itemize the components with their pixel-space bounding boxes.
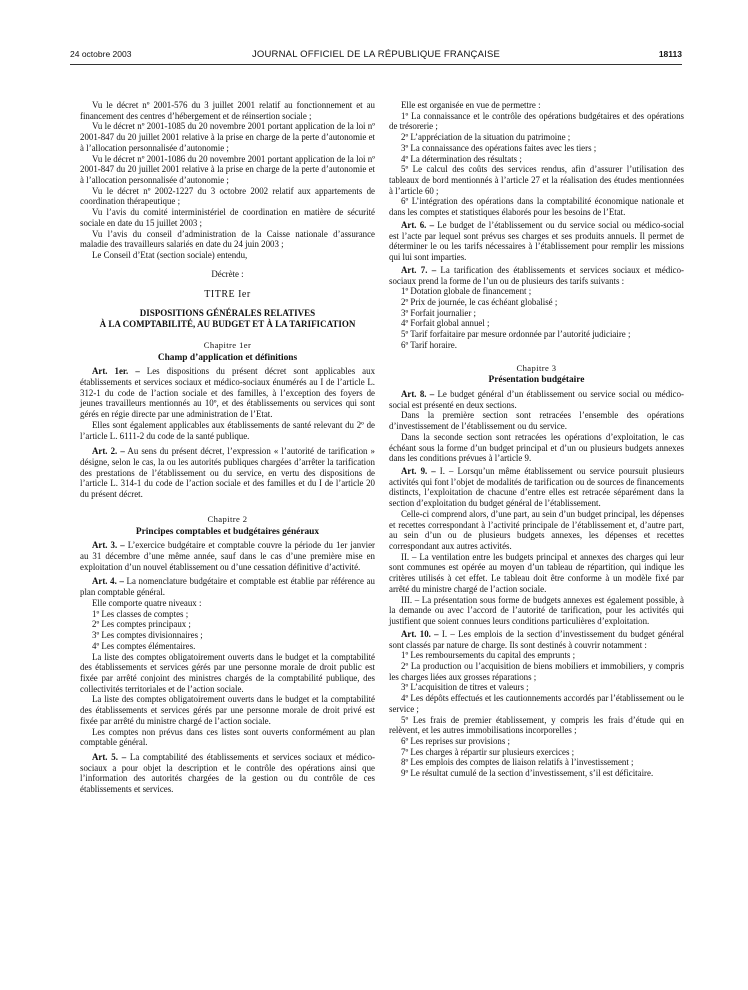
article-paragraph — [389, 265, 684, 286]
list-item: 1º Les classes de comptes ; — [92, 608, 189, 619]
list-item: 4º Les comptes élémentaires. — [92, 640, 196, 651]
header-date: 24 octobre 2003 — [70, 49, 132, 59]
chapter-title: Présentation budgétaire — [488, 375, 585, 386]
list-item: 1º La connaissance et le contrôle des opérations budgétaires et des opérations de trésorerie ; — [389, 110, 684, 132]
list-item: 9º Le résultat cumulé de la section d’investissement, s’il est déficitaire. — [401, 768, 654, 779]
chapter-label: Chapitre 1er — [203, 339, 252, 350]
article-text: La comptabilité des établissements et services sociaux et médico-sociaux a pour objet la description et le contrôle des opérations ainsi que l’information des autorités chargées de la gestion ou du contrôle de ces établissements et services. — [80, 751, 375, 795]
list-item: 4º Les dépôts effectués et les cautionnements accordés par l’établissement ou le service ; — [389, 693, 684, 714]
article-label: Art. 5. – — [92, 751, 127, 762]
article-text: I. – Les emplois de la section d’investissement du budget général sont classés par nature de charge. Ils sont destinés à couvrir notamment : — [389, 628, 684, 650]
article-label: Art. 7. – — [401, 264, 437, 275]
article-paragraph: Dans la première section sont retracées l’ensemble des opérations d’investissement de l’établissement ou du service. — [389, 410, 684, 432]
chapter-title: Principes comptables et budgétaires généraux — [135, 526, 320, 537]
titre-heading — [80, 308, 375, 330]
article-text: I. – Lorsqu’un même établissement ou service poursuit plusieurs activités qui font l’objet de modalités de tarification ou de sources de financements distincts, l’exploitation de chacune d’entre elles est retracée séparément dans la section d’exploitation du budget général de l’établissement. — [389, 466, 685, 509]
visa-paragraph: Vu le décret nº 2001-1086 du 20 novembre 2001 portant application de la loi nº 2001-847 du 20 juillet 2001 relative à la prise en charge de la perte d’autonomie et à l’allocation personnalisée d’autonomie ; — [80, 153, 375, 186]
visa-paragraph: Vu le décret nº 2002-1227 du 3 octobre 2002 relatif aux appartements de coordination thérapeutique ; — [80, 185, 375, 207]
titre-heading-line: À LA COMPTABILITÉ, AU BUDGET ET À LA TARIFICATION — [99, 319, 356, 330]
list-item: 6º Tarif horaire. — [401, 339, 457, 350]
visa-paragraph: Le Conseil d’Etat (section sociale) entendu, — [92, 250, 248, 261]
right-column — [389, 100, 684, 779]
article-paragraph — [389, 629, 684, 650]
list-item: 6º L’intégration des opérations dans la comptabilité économique nationale et dans les comptes et statistiques élaborés pour les besoins de l’Etat. — [389, 196, 684, 218]
list-item: 2º La production ou l’acquisition de biens mobiliers et immobiliers, y compris les charges liées aux grosses réparations ; — [389, 660, 684, 682]
page-number: 18113 — [658, 49, 682, 59]
article-label: Art. 6. – — [401, 219, 435, 230]
article-text: Les dispositions du présent décret sont applicables aux établissements et services sociaux et médico-sociaux énumérés au I de l’article L. 312-1 du code de l’action sociale et des familles, à l’exception des foyers de jeunes travailleurs mentionnés au 10º, et des établissements ou services qui sont gérés en régie directe par une administration de l’Etat. — [80, 366, 376, 420]
list-item: 8º Les emplois des comptes de liaison relatifs à l’investissement ; — [401, 757, 634, 768]
article-paragraph — [80, 576, 375, 597]
visa-paragraph: Vu l’avis du comité interministériel de coordination en matière de sécurité sociale en date du 15 juillet 2003 ; — [80, 207, 375, 228]
list-item: 4º Forfait global annuel ; — [401, 318, 490, 329]
article-paragraph — [389, 220, 684, 263]
article-paragraph: Elles sont également applicables aux établissements de santé relevant du 2º de l’article L. 6111-2 du code de la santé publique. — [80, 419, 375, 441]
article-text: La tarification des établissements et services sociaux et médico-sociaux prend la forme de l’un ou de plusieurs des tarifs suivants : — [389, 264, 684, 286]
article-label: Art. 4. – — [92, 576, 124, 587]
chapter-label: Chapitre 2 — [207, 513, 248, 524]
list-item: 7º Les charges à répartir sur plusieurs exercices ; — [401, 746, 575, 757]
list-item: 2º Prix de journée, le cas échéant globalisé ; — [401, 296, 558, 307]
article-text: La nomenclature budgétaire et comptable est établie par référence au plan comptable général. — [80, 576, 375, 598]
list-item: 2º L’appréciation de la situation du patrimoine ; — [401, 132, 571, 143]
visa-paragraph: Vu le décret nº 2001-576 du 3 juillet 2001 relatif au fonctionnement et au financement des centres d’hébergement et de réinsertion sociale ; — [80, 100, 375, 121]
journal-title: JOURNAL OFFICIEL DE LA RÉPUBLIQUE FRANÇAISE — [251, 49, 501, 60]
article-text: L’exercice budgétaire et comptable couvre la période du 1er janvier au 31 décembre d’une même année, sauf dans le cas d’une première mise en exploitation d’un nouvel établissement ou d’une cessation définitive d’activité. — [80, 540, 375, 572]
list-item: 4º La détermination des résultats ; — [401, 153, 522, 164]
article-paragraph: La liste des comptes obligatoirement ouverts dans le budget et la comptabilité des établissements et services gérés par une personne morale de droit privé est fixée par arrêté du ministre chargé de l’action sociale. — [80, 694, 375, 726]
visa-paragraph: Vu l’avis du conseil d’administration de la Caisse nationale d’assurance maladie des travailleurs salariés en date du 24 juin 2003 ; — [80, 228, 375, 250]
list-item: 3º La connaissance des opérations faites avec les tiers ; — [401, 142, 597, 153]
article-label: Art. 2. – — [92, 446, 125, 457]
list-item: 5º Tarif forfaitaire par mesure ordonnée par l’autorité judiciaire ; — [401, 329, 631, 340]
article-paragraph — [80, 446, 375, 500]
article-paragraph: Les comptes non prévus dans ces listes sont ouverts conformément au plan comptable général. — [80, 726, 375, 748]
article-label: Art. 8. – — [401, 388, 435, 399]
article-paragraph: Celle-ci comprend alors, d’une part, au sein d’un budget principal, les dépenses et recettes correspondant à l’activité principale de l’établissement et, d’autre part, au sein d’un ou de plusieurs budgets annexes, les dépenses et recettes correspondant aux autres activités. — [389, 508, 684, 552]
titre-heading-line: DISPOSITIONS GÉNÉRALES RELATIVES — [139, 308, 316, 319]
article-paragraph — [389, 389, 684, 410]
article-text: Au sens du présent décret, l’expression « l’autorité de tarification » désigne, selon le cas, la ou les autorités publiques chargées d’arrêter la tarification des prestations de l’établissement ou du service, en vertu des dispositions de l’article L. 314-1 du code de l’action sociale et des familles et du I de l’article 20 du présent décret. — [80, 446, 375, 500]
article-paragraph: La liste des comptes obligatoirement ouverts dans le budget et la comptabilité des établissements et services gérés par une personne morale de droit public est fixée par arrêté conjoint des ministres chargés de la comptabilité publique, des collectivités territoriales et de l’action sociale. — [80, 651, 375, 694]
titre-label: TITRE Ier — [204, 288, 251, 300]
article-paragraph: II. – La ventilation entre les budgets principal et annexes des charges qui leur sont communes est opérée au moyen d’un tableau de répartition, qui indique les critères utilisés à cet effet. Le tableau doit être conforme à un modèle fixé par arrêté du ministre chargé de l’action sociale. — [389, 551, 684, 594]
list-item: 3º Forfait journalier ; — [401, 307, 476, 318]
article-text: Le budget général d’un établissement ou service social ou médico-social est présenté en deux sections. — [389, 388, 684, 410]
article-label: Art. 10. – — [401, 628, 439, 639]
decrete-line: Décrète : — [211, 268, 244, 279]
article-text: Le budget de l’établissement ou du service social ou médico-social est l’acte par lequel sont prévus ses charges et ses produits annuels. Il permet de déterminer le ou les tarifs nécessaires à l’établissement pour remplir les missions qui lui sont imparties. — [389, 219, 684, 263]
article-paragraph: Dans la seconde section sont retracées les opérations d’exploitation, le cas échéant sous la forme d’un budget principal et d’un ou plusieurs budgets annexes dans les conditions prévues à l’article 9. — [389, 431, 684, 464]
article-paragraph: III. – La présentation sous forme de budgets annexes est également possible, à la demande ou avec l’accord de l’autorité de tarification, pour les activités qui justifient que soient connues leurs conditions particulières d’exploitation. — [389, 594, 684, 627]
article-paragraph: Elle comporte quatre niveaux : — [92, 597, 202, 608]
list-item: 3º Les comptes divisionnaires ; — [92, 630, 203, 641]
chapter-title: Champ d’application et définitions — [157, 352, 298, 363]
list-item: 5º Le calcul des coûts des services rendus, afin d’assurer l’utilisation des tableaux de bord mentionnés à l’article 27 et la réalisation des études mentionnées à l’article 60 ; — [389, 164, 684, 196]
article-label: Art. 3. – — [92, 540, 125, 551]
visa-paragraph: Vu le décret nº 2001-1085 du 20 novembre 2001 portant application de la loi nº 2001-847 du 20 juillet 2001 relative à la prise en charge de la perte d’autonomie et à l’allocation personnalisée d’autonomie ; — [80, 121, 375, 153]
list-item: 6º Les reprises sur provisions ; — [401, 735, 510, 746]
header-rule — [70, 64, 682, 65]
list-item: 2º Les comptes principaux ; — [92, 619, 191, 630]
article-paragraph — [80, 752, 375, 795]
article-paragraph — [389, 466, 684, 509]
list-item: 5º Les frais de premier établissement, y compris les frais d’étude qui en relèvent, et les autres immobilisations incorporelles ; — [389, 714, 684, 736]
article-paragraph — [80, 366, 375, 420]
list-item: 1º Les remboursements du capital des emprunts ; — [401, 650, 576, 661]
chapter-label: Chapitre 3 — [516, 362, 557, 373]
article-paragraph: Elle est organisée en vue de permettre : — [401, 100, 541, 110]
article-label: Art. 9. – — [401, 466, 436, 476]
list-item: 3º L’acquisition de titres et valeurs ; — [401, 682, 529, 693]
left-column — [80, 100, 375, 795]
article-label: Art. 1er. – — [92, 366, 140, 377]
article-paragraph — [80, 540, 375, 572]
list-item: 1º Dotation globale de financement ; — [401, 286, 532, 297]
page-header — [70, 49, 682, 63]
